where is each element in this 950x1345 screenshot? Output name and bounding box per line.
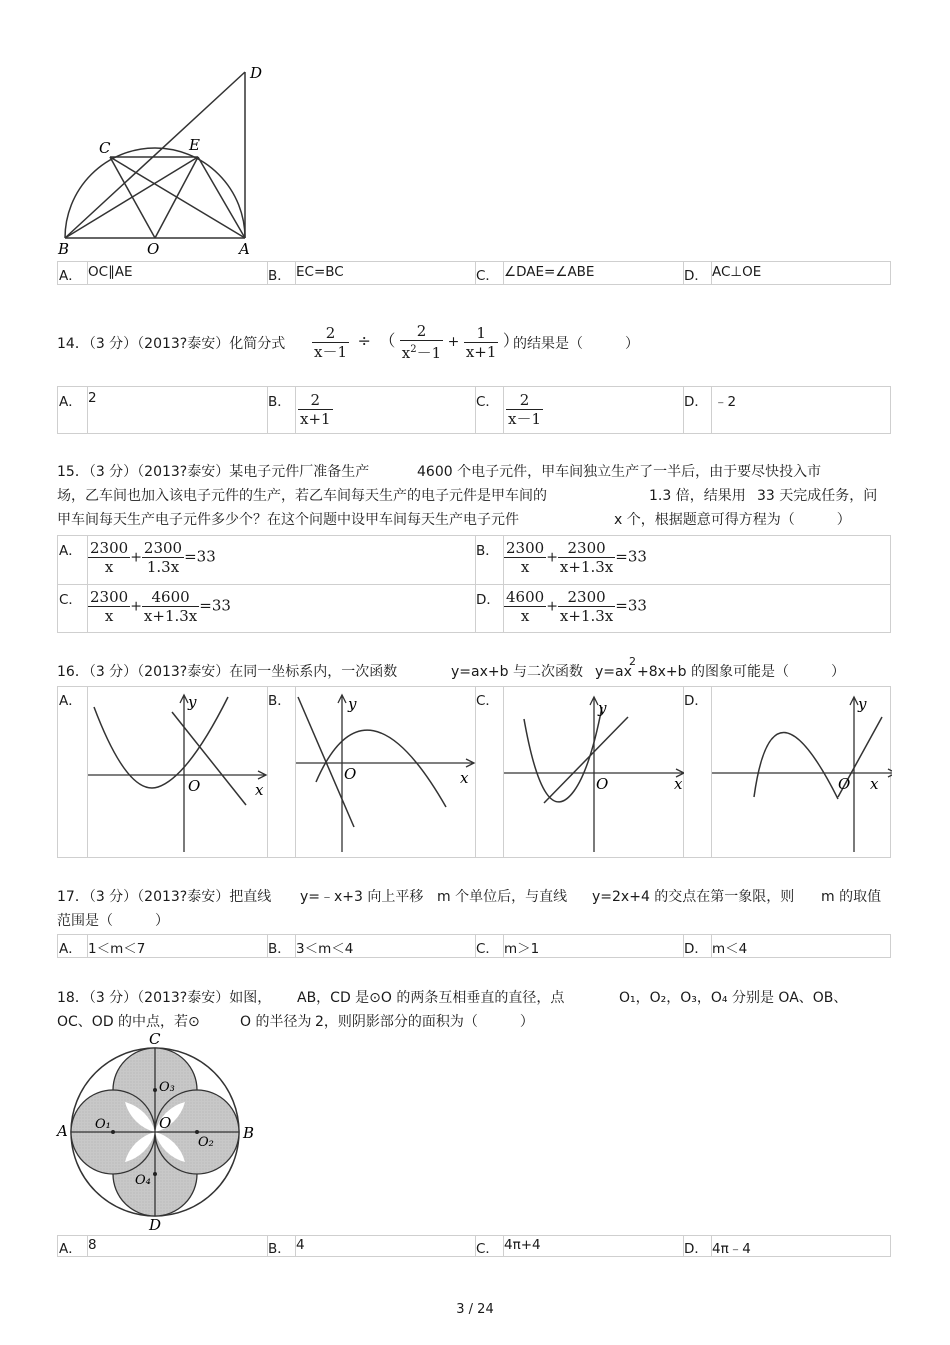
q17-question: 17．（3 分）（2013?泰安）把直线 y=﹣x+3 向上平移 m 个单位后，与直线 y=2x+4 的交点在第一象限，则 m 的取值 范围是（ ）	[57, 889, 882, 929]
option-label: D．	[684, 394, 708, 410]
option-label: C．	[476, 1241, 499, 1257]
q13-label-O: O	[147, 240, 160, 258]
option-label: A．	[59, 394, 82, 410]
q18-label-O3: O₃	[159, 1080, 175, 1095]
q18-label-A: A	[57, 1122, 68, 1140]
option-label: B．	[476, 543, 499, 559]
q18-option-b[interactable]: 4	[296, 1237, 305, 1253]
option-label: D．	[684, 941, 708, 957]
q16-d-x: x	[870, 775, 879, 793]
page-number: 3 / 24	[456, 1302, 494, 1317]
q17-option-a[interactable]: 1＜m＜7	[88, 941, 146, 957]
q15-options	[57, 535, 891, 633]
option-label: B．	[268, 941, 291, 957]
q14-fraction-3: $\frac{1}{x+1}$	[465, 323, 497, 361]
q18-label-O2: O₂	[198, 1135, 214, 1150]
q16-a-origin: O	[188, 777, 201, 795]
q14-options	[57, 386, 891, 434]
q14-fraction-2: $\frac{2}{x^2-1}$	[401, 322, 442, 362]
option-label: A．	[59, 268, 82, 284]
q16-options	[57, 686, 891, 858]
q13-options	[57, 261, 891, 285]
q17-option-c[interactable]: m＞1	[504, 941, 540, 957]
q16-d-origin: O	[838, 775, 851, 793]
option-label: A．	[59, 693, 82, 709]
q13-label-C: C	[99, 139, 111, 157]
option-label: C．	[59, 592, 82, 608]
q14-option-d[interactable]: ﹣2	[714, 394, 737, 410]
q18-label-B: B	[243, 1124, 255, 1142]
q14-option-b[interactable]: $\frac{2}{x+1}$	[300, 391, 331, 428]
q16-graph-b[interactable]	[296, 687, 476, 857]
q16-graph-a[interactable]	[88, 687, 268, 857]
q16-b-x: x	[460, 769, 469, 787]
q13-option-b[interactable]: EC=BC	[296, 264, 344, 280]
q16-b-origin: O	[344, 765, 357, 783]
q15-option-d[interactable]: $\frac{4600}{x}$ + $\frac{2300}{x+1.3x}$ =33	[506, 588, 647, 625]
q15-option-b[interactable]: $\frac{2300}{x}$ + $\frac{2300}{x+1.3x}$ =33	[506, 539, 647, 576]
option-label: D．	[476, 592, 500, 608]
q18-option-d[interactable]: 4π﹣4	[712, 1241, 751, 1257]
q13-label-B: B	[58, 240, 70, 258]
q14-option-a[interactable]: 2	[88, 390, 97, 406]
q16-graph-c[interactable]	[504, 687, 684, 857]
option-label: D．	[684, 268, 708, 284]
q13-label-E: E	[189, 136, 200, 154]
q18-label-C: C	[149, 1030, 161, 1048]
q18-question: 18．（3 分）（2013?泰安）如图， AB，CD 是⊙O 的两条互相垂直的直径，点 O₁，O₂，O₃，O₄ 分别是 OA、OB、 OC、OD 的中点，若⊙ O 的半径为 2，则阴影部分的面积为（ ）	[57, 990, 848, 1030]
q18-option-c[interactable]: 4π+4	[504, 1237, 541, 1253]
q17-options	[57, 934, 891, 958]
option-label: C．	[476, 693, 499, 709]
q14-prefix: 14．（3 分）（2013?泰安）化简分式	[57, 336, 286, 352]
q17-option-d[interactable]: m＜4	[712, 941, 748, 957]
q14-suffix: 的结果是（ ）	[513, 336, 639, 352]
q13-option-a[interactable]: OC∥AE	[88, 264, 133, 280]
q18-circle-figure	[55, 1030, 265, 1235]
option-label: B．	[268, 268, 291, 284]
q18-option-a[interactable]: 8	[88, 1237, 97, 1253]
q18-label-O4: O₄	[135, 1173, 151, 1188]
q16-graph-d[interactable]	[712, 687, 892, 857]
q14-expression: $\frac{2}{x-1}$ ÷ （ $\frac{2}{x^2-1}$ + $\frac{1}{x+1}$ ）	[314, 322, 519, 362]
q16-c-y: y	[598, 699, 607, 717]
q13-label-A: A	[239, 240, 250, 258]
q14-option-c[interactable]: $\frac{2}{x-1}$	[508, 391, 542, 428]
q16-question: 16．（3 分）（2013?泰安）在同一坐标系内，一次函数 y=ax+b 与二次函数 y=ax 2 +8x+b 的图象可能是（ ）	[57, 655, 845, 680]
q18-label-O: O	[159, 1114, 172, 1132]
q14-fraction-1: $\frac{2}{x-1}$	[314, 323, 348, 361]
option-label: A．	[59, 941, 82, 957]
q18-label-D: D	[149, 1216, 162, 1234]
q18-label-O1: O₁	[95, 1117, 111, 1132]
option-label: D．	[684, 693, 708, 709]
q15-option-a[interactable]: $\frac{2300}{x}$ + $\frac{2300}{1.3x}$ =33	[90, 539, 216, 576]
q16-a-y: y	[188, 693, 197, 711]
q18-options	[57, 1235, 891, 1257]
option-label: D．	[684, 1241, 708, 1257]
q16-c-origin: O	[596, 775, 609, 793]
q13-label-D: D	[250, 64, 263, 82]
option-label: C．	[476, 268, 499, 284]
option-label: B．	[268, 394, 291, 410]
option-label: B．	[268, 693, 291, 709]
q13-option-c[interactable]: ∠DAE=∠ABE	[504, 264, 595, 280]
q13-geometry-figure	[55, 60, 275, 260]
option-label: C．	[476, 941, 499, 957]
q15-question: 15．（3 分）（2013?泰安）某电子元件厂准备生产 4600 个电子元件，甲车间独立生产了一半后，由于要尽快投入市 场，乙车间也加入该电子元件的生产，若乙车间每天生产的电子元件是甲车间的 1.3 倍，结果用 33 天完成任务，问 甲车间每天生产电子元件多少个？在这个问题中设甲车间每天生产电子元件 x 个，根据题意可得方程为（ ）	[57, 464, 878, 528]
option-label: C．	[476, 394, 499, 410]
q15-option-c[interactable]: $\frac{2300}{x}$ + $\frac{4600}{x+1.3x}$ =33	[90, 588, 231, 625]
q16-b-y: y	[348, 695, 357, 713]
option-label: A．	[59, 543, 82, 559]
q16-d-y: y	[858, 695, 867, 713]
q16-a-x: x	[255, 781, 264, 799]
option-label: A．	[59, 1241, 82, 1257]
option-label: B．	[268, 1241, 291, 1257]
q16-c-x: x	[674, 775, 683, 793]
q13-option-d[interactable]: AC⊥OE	[712, 264, 762, 280]
q17-option-b[interactable]: 3＜m＜4	[296, 941, 354, 957]
